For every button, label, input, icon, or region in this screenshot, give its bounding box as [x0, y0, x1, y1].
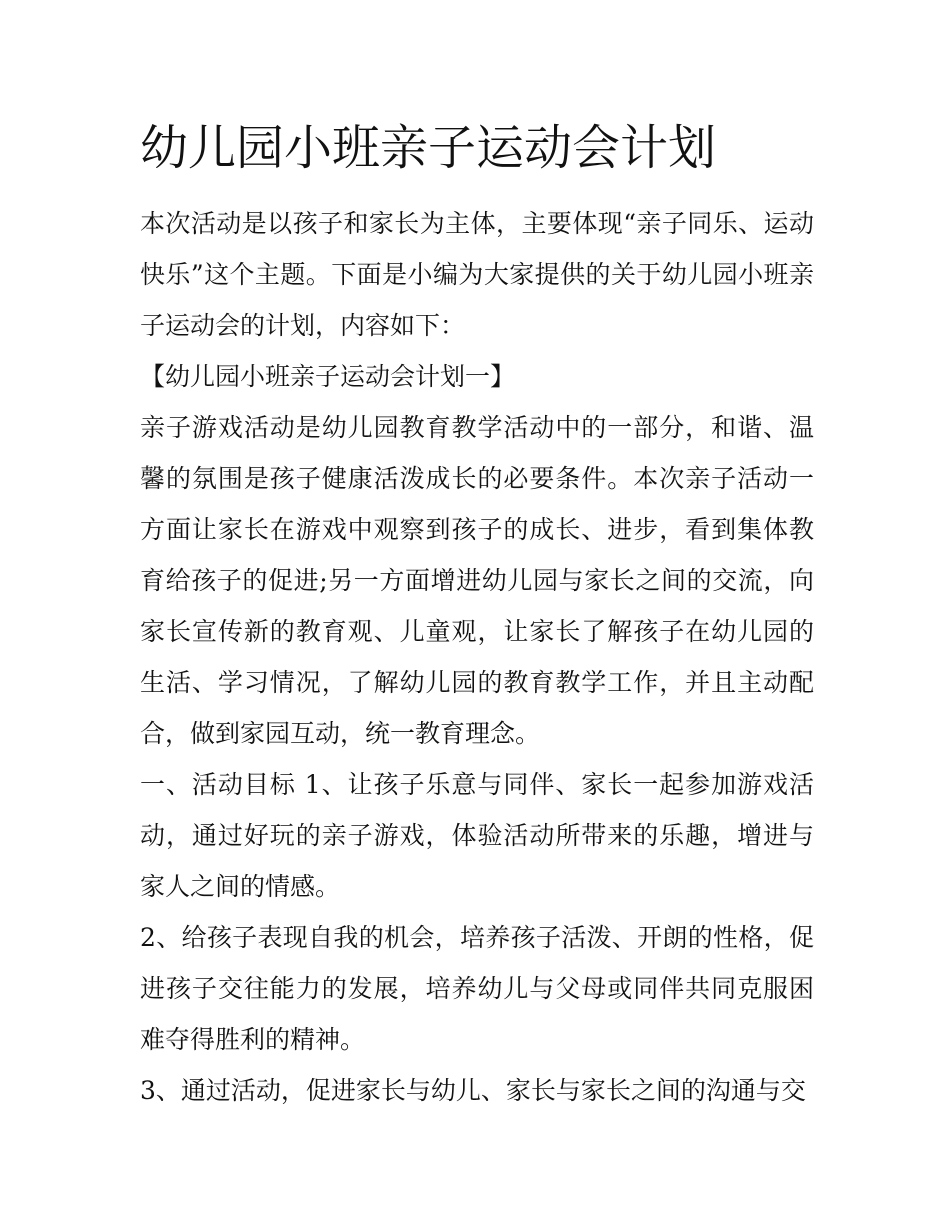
body-paragraph: 亲子游戏活动是幼儿园教育教学活动中的一部分，和谐、温馨的氛围是孩子健康活泼成长的必要条件。本次亲子活动一方面让家长在游戏中观察到孩子的成长、进步，看到集体教育给孩子的促进;另一方面增进幼儿园与家长之间的交流，向家长宣传新的教育观、儿童观，让家长了解孩子在幼儿园的生活、学习情况，了解幼儿园的教育教学工作，并且主动配合，做到家园互动，统一教育理念。: [140, 413, 814, 748]
section-heading: 【幼儿园小班亲子运动会计划一】: [140, 362, 516, 391]
intro-paragraph: 本次活动是以孩子和家长为主体，主要体现“亲子同乐、运动快乐”这个主题。下面是小编为大家提供的关于幼儿园小班亲子运动会的计划，内容如下：: [140, 209, 814, 340]
document-body: [140, 198, 814, 1116]
goal-paragraph-3: 3、通过活动，促进家长与幼儿、家长与家长之间的沟通与交: [140, 1076, 806, 1105]
document-title: 幼儿园小班亲子运动会计划: [140, 120, 717, 176]
goal-paragraph-1: 一、活动目标 1、让孩子乐意与同伴、家长一起参加游戏活动，通过好玩的亲子游戏，体验活动所带来的乐趣，增进与家人之间的情感。: [140, 770, 814, 901]
goal-paragraph-2: 2、给孩子表现自我的机会，培养孩子活泼、开朗的性格，促进孩子交往能力的发展，培养幼儿与父母或同伴共同克服困难夺得胜利的精神。: [140, 923, 814, 1054]
